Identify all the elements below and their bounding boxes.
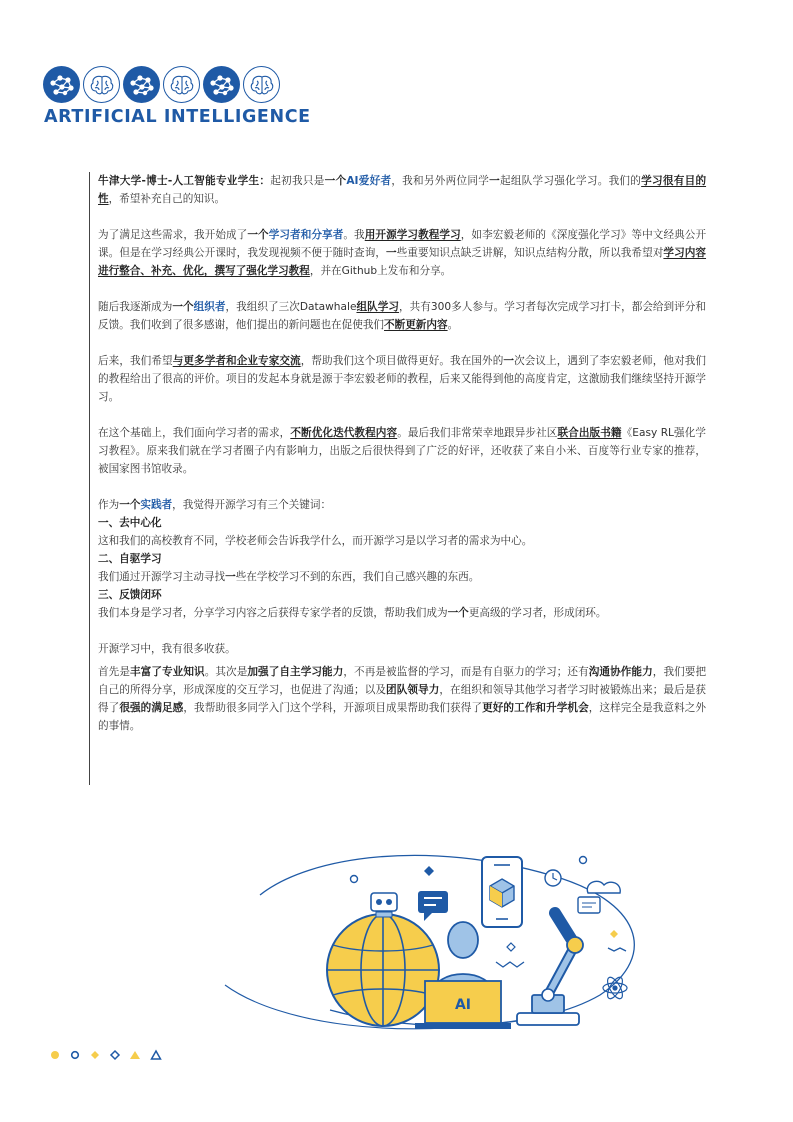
paragraph-gains: 首先是丰富了专业知识。其次是加强了自主学习能力，不再是被监督的学习，而是有自驱力的学习；还有沟通协作能力，我们要把自己的所得分享，形成深度的交互学习，也促进了沟通；以及团队领导力，在组织和领导其他学习者学习时被锻炼出来；最后是获得了很强的满足感，我帮助很多同学入门这个学科，开源项目成果帮助我们获得了更好的工作和升学机会，这样完全是我意料之外的事情。	[98, 666, 707, 732]
network-icon	[123, 66, 160, 103]
globe-icon	[327, 914, 439, 1026]
brand-title: ARTIFICIAL INTELLIGENCE	[44, 107, 311, 127]
footer-shapes	[50, 1048, 170, 1062]
circle-filled-icon	[51, 1051, 59, 1059]
brain-icon	[243, 66, 280, 103]
brain-icon	[83, 66, 120, 103]
keyword-3-text: 我们本身是学习者，分享学习内容之后获得专家学者的反馈，帮助我们成为一个更高级的学习者，形成闭环。	[98, 607, 607, 619]
diamond-outline-icon	[111, 1051, 119, 1059]
timer-icon	[545, 870, 561, 886]
keyword-2-text: 我们通过开源学习主动寻找一些在学校学习不到的东西，我们自己感兴趣的东西。	[98, 571, 480, 583]
network-icon	[43, 66, 80, 103]
laptop-icon	[415, 981, 511, 1029]
atom-icon	[603, 975, 627, 1001]
circle-outline-icon	[72, 1052, 79, 1059]
diamond-filled-icon	[91, 1051, 99, 1059]
brain-icon	[163, 66, 200, 103]
paragraph-organizer: 随后我逐渐成为一个组织者，我组织了三次Datawhale组队学习，共有300多人参与。学习者每次完成学习打卡，都会给到评分和反馈。我们收到了很多感谢，他们提出的新问题也在促使我们不断更新内容。	[98, 301, 707, 331]
ai-badge-text: AI	[454, 997, 472, 1013]
highlight-practitioner: 实践者	[140, 499, 173, 511]
author-label: 牛津大学-博士-人工智能专业学生：	[98, 175, 271, 187]
ai-illustration	[220, 835, 660, 1035]
highlight-organizer: 组织者	[193, 301, 226, 313]
keyword-1-text: 这和我们的高校教育不同，学校老师会告诉我学什么，而开源学习是以学习者的需求为中心。	[98, 535, 533, 547]
paragraph-practitioner: 作为一个实践者，我觉得开源学习有三个关键词：	[98, 499, 332, 511]
cube-icon	[490, 879, 514, 907]
keyword-1-title: 一、去中心化	[98, 517, 162, 529]
logo-row	[43, 66, 280, 103]
paragraph-exchange: 后来，我们希望与更多学者和企业专家交流，帮助我们这个项目做得更好。我在国外的一次会议上，遇到了李宏毅老师，他对我们的教程给出了很高的评价。项目的发起本身就是源于李宏毅老师的教程，后来又能得到他的高度肯定，这激励我们继续坚持开源学习。	[98, 355, 707, 403]
paragraph-publish: 在这个基础上，我们面向学习者的需求，不断优化迭代教程内容。最后我们非常荣幸地跟异步社区联合出版书籍《Easy RL强化学习教程》。原来我们就在学习者圈子内有影响力，出版之后很快得到了广泛的好评，还收获了来自小米、百度等行业专家的推荐，被国家图书馆收录。	[98, 427, 707, 475]
emphasis-purposeful: 学习很有目的性	[98, 175, 707, 205]
triangle-filled-icon	[130, 1051, 140, 1059]
triangle-outline-icon	[152, 1051, 161, 1059]
document-icon	[578, 897, 600, 913]
highlight-ai-fan: AI爱好者	[346, 175, 392, 187]
highlight-learner-sharer: 学习者和分享者	[268, 229, 344, 241]
robot-icon	[371, 893, 397, 917]
keyword-3-title: 三、反馈闭环	[98, 589, 162, 601]
paragraph-learner: 为了满足这些需求，我开始成了一个学习者和分享者。我用开源学习教程学习，如李宏毅老师的《深度强化学习》等中文经典公开课。但是在学习经典公开课时，我发现视频不便于随时查询，一些重要知识点缺乏讲解，知识点结构分散，所以我希望对学习内容进行整合、补充、优化，撰写了强化学习教程，并在Github上发布和分享。	[98, 229, 707, 277]
keyword-2-title: 二、自驱学习	[98, 553, 162, 565]
cloud-icon	[587, 881, 620, 893]
paragraph-intro: 牛津大学-博士-人工智能专业学生：起初我只是一个AI爱好者，我和另外两位同学一起组队学习强化学习。我们的学习很有目的性，希望补充自己的知识。	[98, 175, 707, 205]
chat-icon	[418, 891, 448, 921]
article-body	[89, 172, 706, 785]
paragraph-gains-intro: 开源学习中，我有很多收获。	[98, 643, 236, 655]
network-icon	[203, 66, 240, 103]
